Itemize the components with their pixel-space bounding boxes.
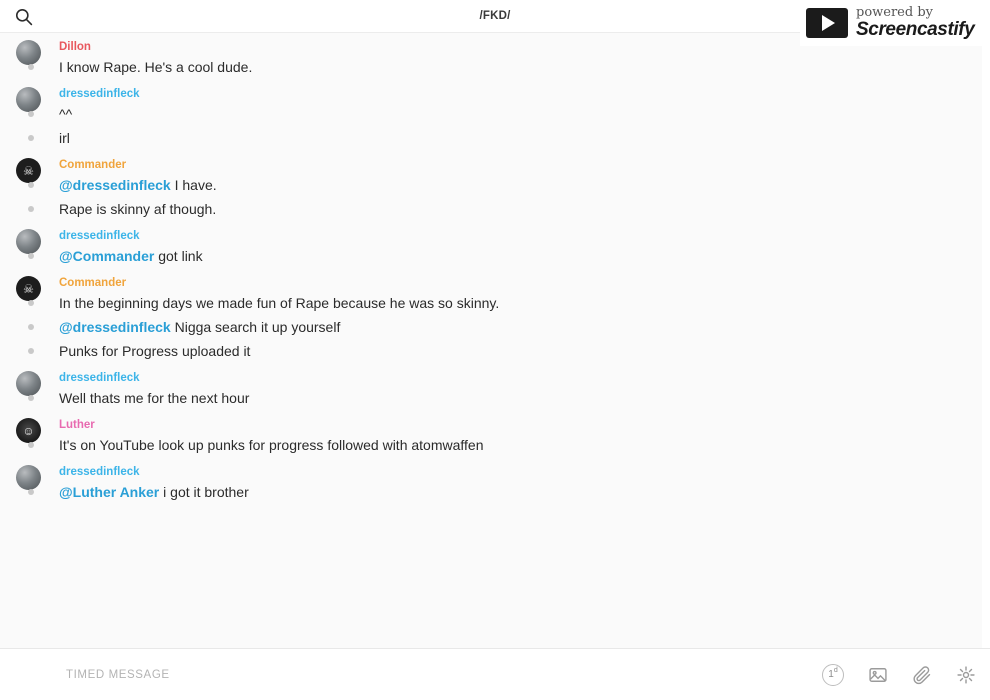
search-icon[interactable] — [12, 5, 34, 27]
message-input[interactable]: TIMED MESSAGE — [66, 668, 170, 681]
timer-value: 1 — [828, 669, 834, 680]
message-bullet — [28, 182, 34, 188]
message-text: It's on YouTube look up punks for progress followed with atomwaffen — [59, 437, 484, 453]
message-author[interactable]: Dillon — [59, 41, 91, 53]
message-line — [59, 126, 990, 150]
paperclip-icon[interactable] — [912, 665, 932, 685]
mention-link[interactable]: @dressedinfleck — [59, 177, 171, 193]
message-author[interactable]: dressedinfleck — [59, 88, 140, 100]
message-bullet — [28, 442, 34, 448]
message-line — [59, 55, 990, 79]
message-text: Well thats me for the next hour — [59, 390, 250, 406]
play-triangle-icon — [822, 15, 835, 31]
room-title: /FKD/ — [479, 10, 511, 22]
avatar[interactable] — [16, 158, 41, 183]
message-group — [0, 224, 990, 271]
message-author[interactable]: Commander — [59, 159, 127, 171]
message-line — [59, 386, 990, 410]
message-bullet — [28, 395, 34, 401]
message-text: irl — [59, 130, 70, 146]
message-line — [59, 197, 990, 221]
message-line — [59, 433, 990, 457]
message-bullet — [28, 300, 34, 306]
message-group — [0, 82, 990, 153]
message-bullet — [28, 348, 34, 354]
composer-tools — [822, 664, 976, 686]
message-line — [59, 244, 990, 268]
message-author[interactable]: dressedinfleck — [59, 466, 140, 478]
timed-message-button[interactable] — [822, 664, 844, 686]
avatar[interactable] — [16, 371, 41, 396]
timer-unit: d — [833, 667, 838, 674]
message-list[interactable] — [0, 33, 990, 648]
sparkle-icon[interactable] — [956, 665, 976, 685]
message-bullet — [28, 489, 34, 495]
avatar[interactable] — [16, 465, 41, 490]
avatar-glyph: ☺ — [22, 423, 35, 438]
message-text: got link — [154, 248, 203, 264]
avatar[interactable] — [16, 418, 41, 443]
avatar-glyph: ☠ — [23, 163, 34, 178]
message-line — [59, 173, 990, 197]
message-author[interactable]: Luther — [59, 419, 95, 431]
avatar-glyph: ☠ — [23, 281, 34, 296]
screencastify-name: Screencastify — [856, 18, 975, 40]
message-line — [59, 339, 990, 363]
screencastify-watermark — [800, 0, 990, 46]
screencastify-text — [856, 6, 974, 40]
avatar[interactable] — [16, 87, 41, 112]
message-text: Rape is skinny af though. — [59, 201, 217, 217]
avatar[interactable] — [16, 40, 41, 65]
mention-link[interactable]: @Commander — [59, 248, 155, 264]
message-text: I have. — [170, 177, 217, 193]
mention-link[interactable]: @Luther Anker — [59, 484, 160, 500]
message-bullet — [28, 135, 34, 141]
mention-link[interactable]: @dressedinfleck — [59, 319, 171, 335]
message-group — [0, 460, 990, 507]
message-bullet — [28, 111, 34, 117]
message-line — [59, 480, 990, 504]
screencastify-logo-icon — [806, 8, 848, 38]
message-text: In the beginning days we made fun of Rape because he was so skinny. — [59, 295, 500, 311]
message-text: ^^ — [59, 106, 73, 122]
message-group — [0, 153, 990, 224]
message-bullet — [28, 253, 34, 259]
image-icon[interactable] — [868, 665, 888, 685]
message-text: I know Rape. He's a cool dude. — [59, 59, 253, 75]
message-group — [0, 271, 990, 366]
avatar[interactable] — [16, 229, 41, 254]
message-group — [0, 366, 990, 413]
powered-by-label: powered by — [856, 5, 933, 21]
message-group — [0, 413, 990, 460]
message-line — [59, 291, 990, 315]
message-line — [59, 102, 990, 126]
message-text: Punks for Progress uploaded it — [59, 343, 251, 359]
message-text: Nigga search it up yourself — [170, 319, 341, 335]
message-text: i got it brother — [159, 484, 249, 500]
message-bullet — [28, 206, 34, 212]
scrollbar-gutter[interactable] — [982, 33, 990, 648]
message-composer — [0, 648, 990, 700]
message-author[interactable]: Commander — [59, 277, 127, 289]
message-author[interactable]: dressedinfleck — [59, 372, 140, 384]
avatar[interactable] — [16, 276, 41, 301]
message-bullet — [28, 324, 34, 330]
message-bullet — [28, 64, 34, 70]
message-author[interactable]: dressedinfleck — [59, 230, 140, 242]
message-line — [59, 315, 990, 339]
